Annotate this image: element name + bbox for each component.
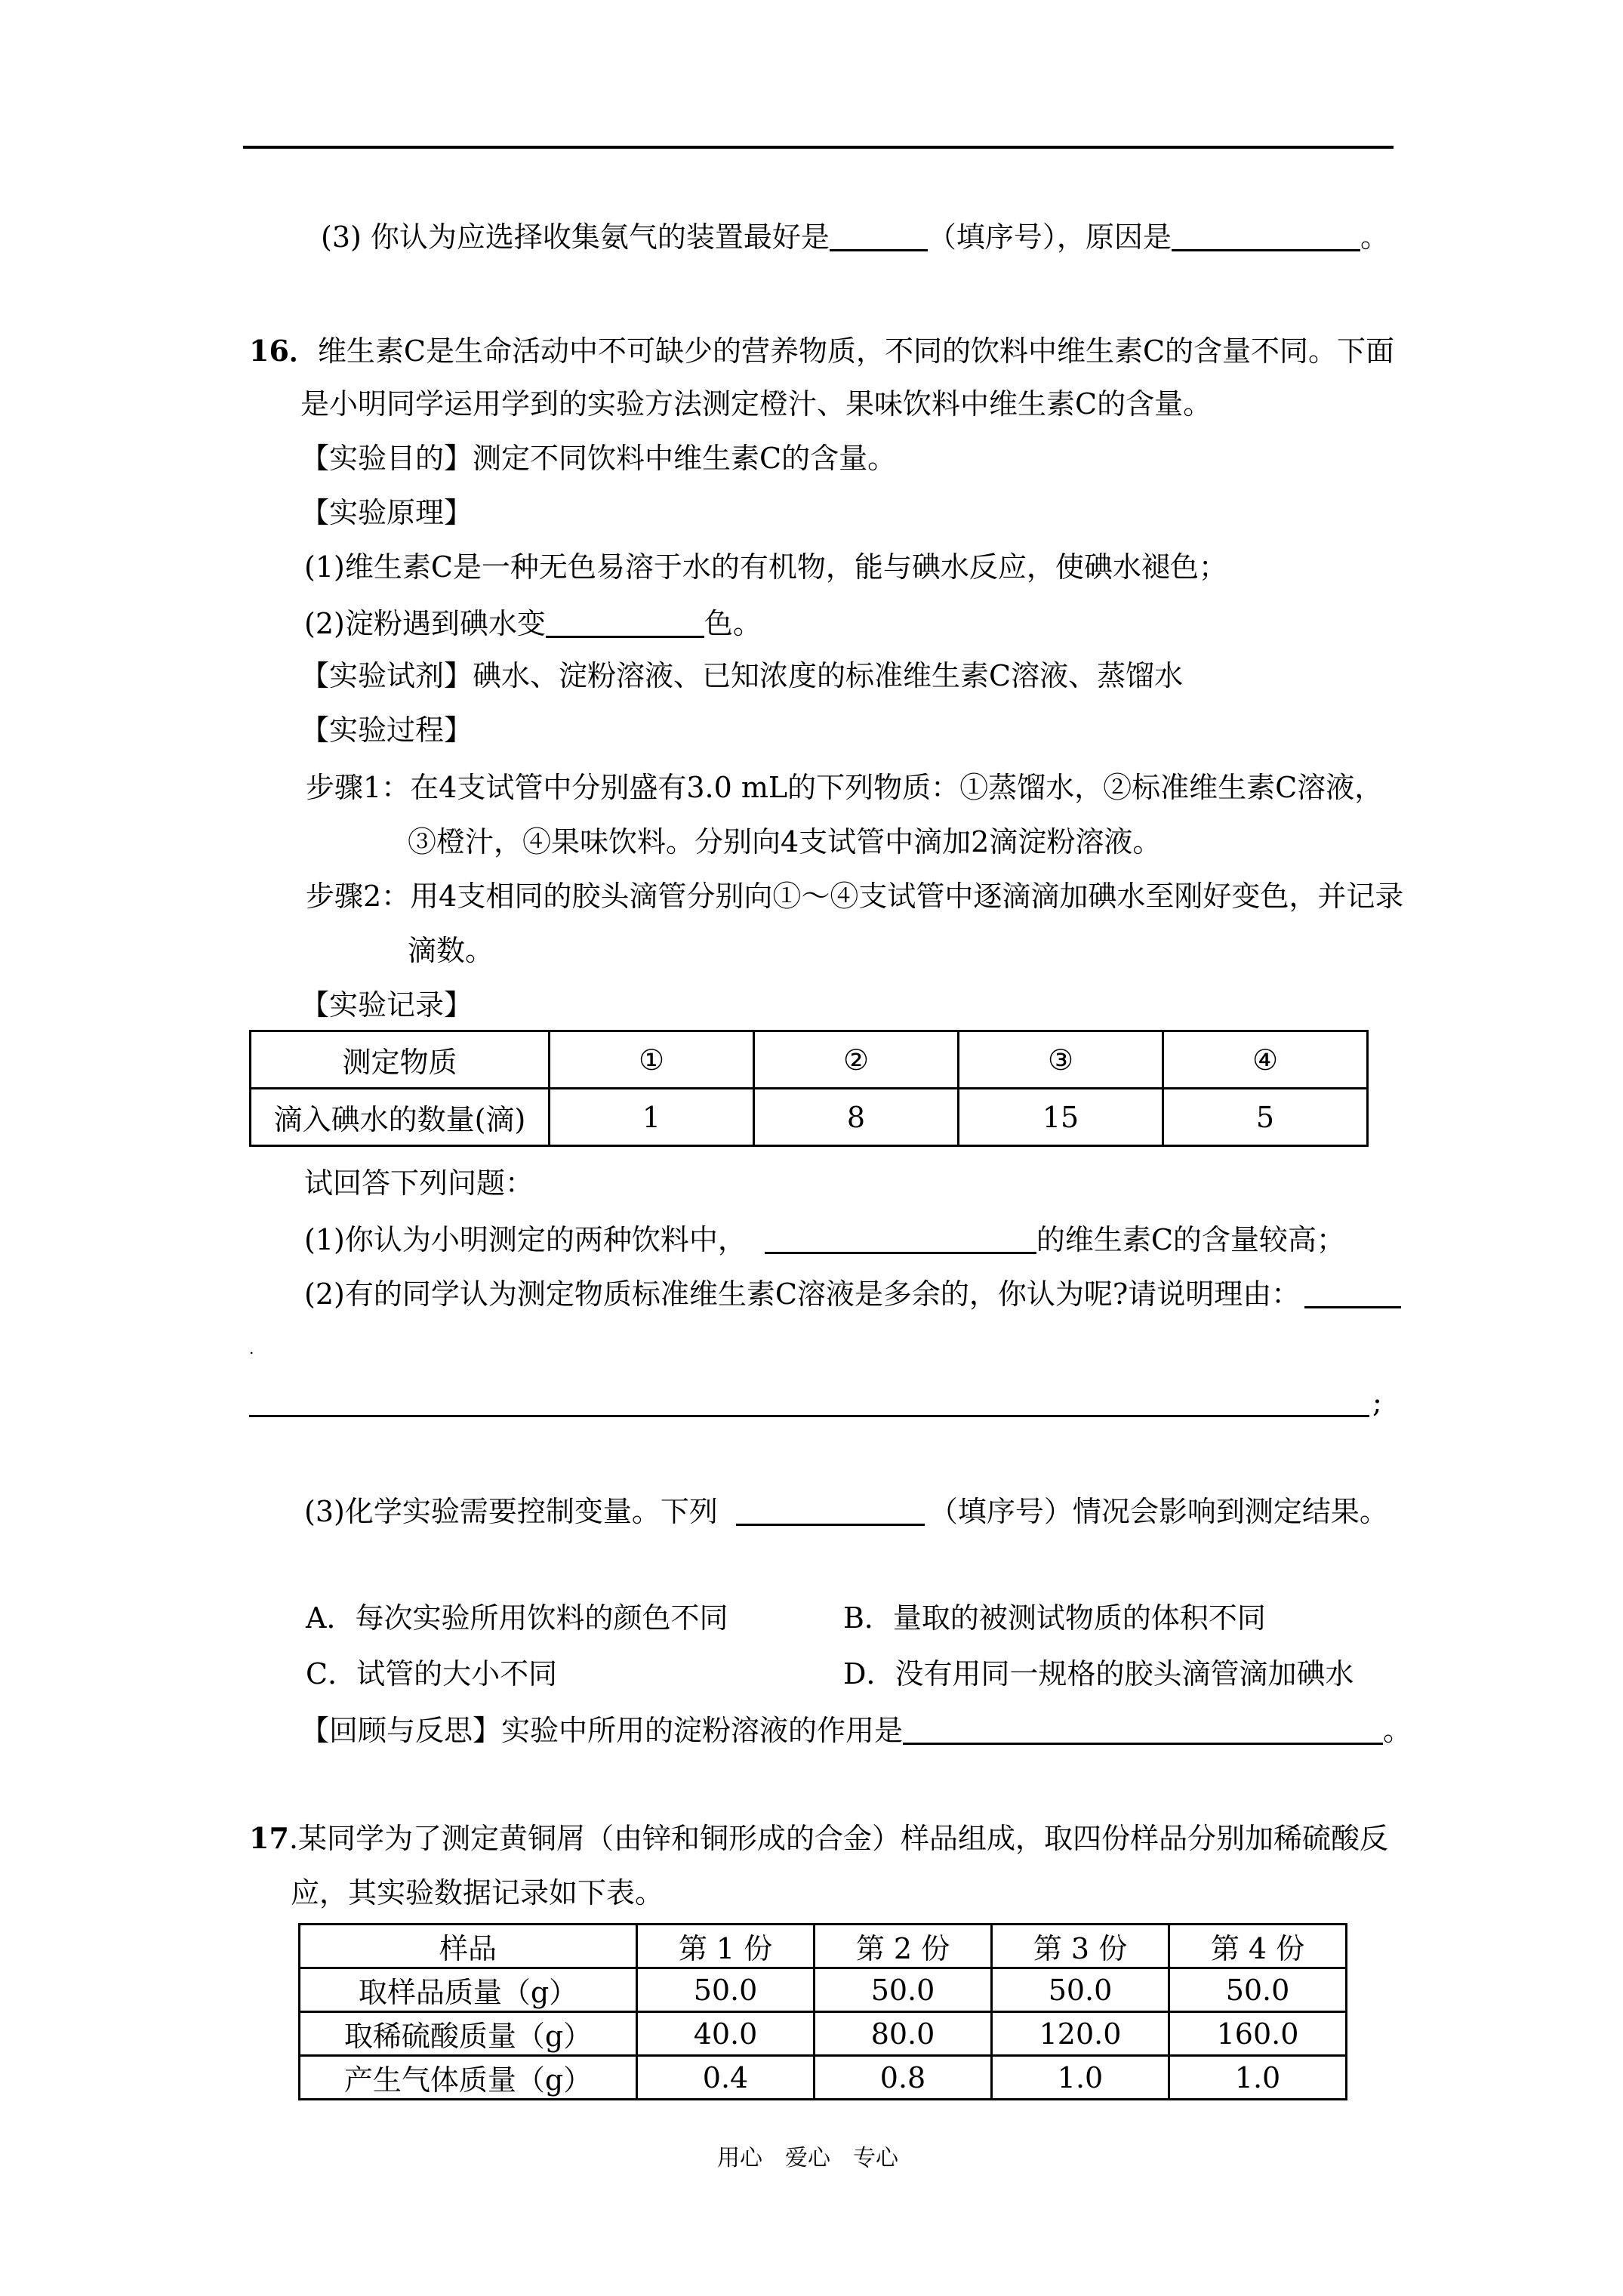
table-cell: 15 bbox=[959, 1089, 1163, 1146]
q16-step2-line2: 滴数。 bbox=[408, 934, 494, 967]
table-cell: 取样品质量（g） bbox=[300, 1968, 637, 2012]
q15-text-c: 。 bbox=[1360, 220, 1389, 254]
q17-intro-text1: .某同学为了测定黄铜屑（由锌和铜形成的合金）样品组成，取四份样品分别加稀硫酸反 bbox=[288, 1822, 1388, 1855]
q16-option-c: C．试管的大小不同 bbox=[306, 1657, 558, 1690]
q16-principle-2-text-b: 色。 bbox=[704, 607, 762, 640]
q16-blank-options[interactable] bbox=[736, 1495, 925, 1526]
q16-process-heading: 【实验过程】 bbox=[300, 713, 473, 747]
q16-option-a: A．每次实验所用饮料的颜色不同 bbox=[306, 1601, 728, 1635]
q16-principle-2-text-a: (2)淀粉遇到碘水变 bbox=[304, 607, 546, 640]
table-cell: 取稀硫酸质量（g） bbox=[300, 2012, 637, 2056]
table-cell: 50.0 bbox=[637, 1968, 815, 2012]
table-cell: 1.0 bbox=[992, 2056, 1169, 2100]
q16-q1-text-a: (1)你认为小明测定的两种饮料中， bbox=[304, 1223, 747, 1256]
q16-q2-end: ; bbox=[1372, 1385, 1382, 1419]
q16-step1-line2: ③橙汁，④果味饮料。分别向4支试管中滴加2滴淀粉溶液。 bbox=[408, 825, 1162, 858]
q16-blank-drink[interactable] bbox=[765, 1223, 1036, 1254]
table-cell: 5 bbox=[1163, 1089, 1368, 1146]
table-cell: 第 4 份 bbox=[1169, 1925, 1347, 1968]
q16-review-end: 。 bbox=[1383, 1714, 1412, 1747]
table-row bbox=[251, 1089, 1368, 1146]
table-cell: ② bbox=[754, 1031, 959, 1089]
q16-blank-starch-role[interactable] bbox=[903, 1714, 1383, 1745]
table-cell: ③ bbox=[959, 1031, 1163, 1089]
table-cell: 1.0 bbox=[1169, 2056, 1347, 2100]
page-footer: 用心 爱心 专心 bbox=[717, 2145, 898, 2171]
q17-number: 17 bbox=[249, 1821, 289, 1855]
q16-option-b: B．量取的被测试物质的体积不同 bbox=[843, 1601, 1266, 1635]
q15-text-b: （填序号），原因是 bbox=[927, 220, 1172, 254]
table-row bbox=[300, 1925, 1347, 1968]
table-cell: 160.0 bbox=[1169, 2012, 1347, 2056]
q15-blank-reason[interactable] bbox=[1172, 220, 1360, 251]
q16-principle-1: (1)维生素C是一种无色易溶于水的有机物，能与碘水反应，使碘水褪色； bbox=[304, 550, 1227, 584]
q16-reagents: 【实验试剂】碘水、淀粉溶液、已知浓度的标准维生素C溶液、蒸馏水 bbox=[300, 659, 1184, 692]
q16-number: 16． bbox=[249, 334, 318, 368]
table-cell: 8 bbox=[754, 1089, 959, 1146]
table-cell: 50.0 bbox=[992, 1968, 1169, 2012]
q16-q3-text-a: (3)化学实验需要控制变量。下列 bbox=[304, 1495, 718, 1528]
table-cell: 0.4 bbox=[637, 2056, 815, 2100]
q15-blank-device[interactable] bbox=[830, 220, 928, 251]
q16-purpose: 【实验目的】测定不同饮料中维生素C的含量。 bbox=[300, 442, 897, 475]
table-cell: 测定物质 bbox=[251, 1031, 550, 1089]
q16-review bbox=[300, 1714, 1412, 1745]
q16-q2-dot: . bbox=[249, 1339, 254, 1358]
table-row bbox=[251, 1031, 1368, 1089]
table-cell: 40.0 bbox=[637, 2012, 815, 2056]
q17-data-table bbox=[298, 1923, 1347, 2100]
q16-intro-line1 bbox=[249, 334, 1395, 368]
table-row bbox=[300, 1968, 1347, 2012]
q16-q3-text-b: （填序号）情况会影响到测定结果。 bbox=[929, 1495, 1388, 1528]
q16-step2-line1: 步骤2：用4支相同的胶头滴管分别向①～④支试管中逐滴滴加碘水至刚好变色，并记录 bbox=[306, 880, 1404, 913]
table-cell: 第 1 份 bbox=[637, 1925, 815, 1968]
q17-intro-line1 bbox=[249, 1821, 1388, 1855]
q16-blank-reason-start[interactable] bbox=[1304, 1277, 1401, 1308]
table-cell: 120.0 bbox=[992, 2012, 1169, 2056]
q16-question-1 bbox=[304, 1223, 1345, 1254]
table-cell: 样品 bbox=[300, 1925, 637, 1968]
q16-question-3 bbox=[304, 1495, 1388, 1526]
q16-intro-text1: 维生素C是生命活动中不可缺少的营养物质，不同的饮料中维生素C的含量不同。下面 bbox=[317, 334, 1395, 368]
table-cell: 第 2 份 bbox=[815, 1925, 992, 1968]
q16-blank-reason-line[interactable] bbox=[249, 1415, 1369, 1417]
table-cell: ④ bbox=[1163, 1031, 1368, 1089]
table-cell: 1 bbox=[550, 1089, 754, 1146]
q16-blank-color[interactable] bbox=[546, 607, 704, 638]
q16-question-2 bbox=[304, 1277, 1401, 1311]
q15-text-a: (3) 你认为应选择收集氨气的装置最好是 bbox=[321, 220, 830, 254]
table-cell: 滴入碘水的数量(滴) bbox=[251, 1089, 550, 1146]
q16-answer-heading: 试回答下列问题： bbox=[304, 1166, 534, 1200]
table-cell: 产生气体质量（g） bbox=[300, 2056, 637, 2100]
q16-record-heading: 【实验记录】 bbox=[300, 988, 473, 1022]
table-cell: 50.0 bbox=[815, 1968, 992, 2012]
table-cell: ① bbox=[550, 1031, 754, 1089]
table-cell: 0.8 bbox=[815, 2056, 992, 2100]
q17-intro-line2: 应，其实验数据记录如下表。 bbox=[291, 1876, 664, 1909]
table-row bbox=[300, 2056, 1347, 2100]
q16-q1-text-b: 的维生素C的含量较高； bbox=[1036, 1223, 1345, 1256]
q16-review-text: 【回顾与反思】实验中所用的淀粉溶液的作用是 bbox=[300, 1714, 904, 1747]
table-cell: 80.0 bbox=[815, 2012, 992, 2056]
q16-step1-line1: 步骤1：在4支试管中分别盛有3.0 mL的下列物质：①蒸馏水，②标准维生素C溶液， bbox=[306, 771, 1384, 804]
table-cell: 第 3 份 bbox=[992, 1925, 1169, 1968]
table-cell: 50.0 bbox=[1169, 1968, 1347, 2012]
table-row bbox=[300, 2012, 1347, 2056]
header-rule bbox=[243, 146, 1394, 149]
q15-part3 bbox=[321, 220, 1389, 254]
q16-intro-line2: 是小明同学运用学到的实验方法测定橙汁、果味饮料中维生素C的含量。 bbox=[300, 387, 1212, 421]
q16-option-d: D．没有用同一规格的胶头滴管滴加碘水 bbox=[843, 1657, 1354, 1690]
q16-record-table bbox=[249, 1030, 1369, 1147]
q16-q2-text: (2)有的同学认为测定物质标准维生素C溶液是多余的，你认为呢?请说明理由： bbox=[304, 1277, 1301, 1311]
q16-principle-heading: 【实验原理】 bbox=[300, 496, 473, 529]
q16-principle-2 bbox=[304, 607, 762, 638]
